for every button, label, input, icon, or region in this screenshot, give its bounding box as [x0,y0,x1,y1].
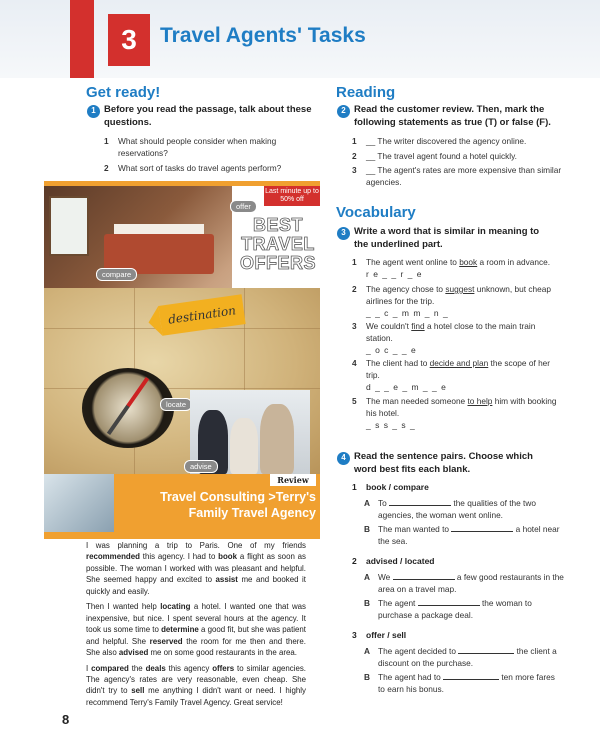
sentence-text: The agent had to [378,672,441,682]
sentence-text: the qualities of the two agencies, the woman went online. [378,498,536,521]
item-number: 2 [352,284,357,294]
pair-sentence-b [364,597,564,621]
answer-blank[interactable] [458,645,514,654]
review-body [86,540,306,712]
item-number: 5 [352,396,357,406]
pair-heading [352,482,429,492]
sentence-text: a few good restaurants in the area on a travel map. [378,572,564,595]
review-paragraph: Then I wanted help locating a hotel. I wanted one that was inexpensive, but nice. I spent several hours at the agency. It took us some time to determine a good fit, but she was patient and helpful. She reserved the room for me then and there. She also advised me on some good restaurants in the area. [86,602,306,658]
question-text: Read the customer review. Then, mark the following statements as true (T) or false (F). [354,104,551,128]
pair-sentence-a [364,645,564,669]
locate-label: locate [160,398,192,411]
get-ready-heading: Get ready! [86,84,161,101]
letter-hint[interactable]: d _ _ e _ m _ _ e [366,382,447,393]
answer-blank[interactable] [393,571,455,580]
pair-sentence-a [364,571,564,595]
underlined-word: book [459,257,478,267]
item-text: The agency chose to [366,284,446,294]
item-number: 1 [352,482,357,492]
students-photo [44,474,114,532]
item-number: 3 [352,165,357,175]
best-travel-offers-text: BEST TRAVEL OFFERS [239,215,316,273]
item-text: What sort of tasks do travel agents perform? [118,163,282,173]
vocab-item [352,256,562,280]
sentence-text: the client a discount on the purchase. [378,646,557,669]
item-number: 3 [352,321,357,331]
reading-question [341,104,554,130]
item-text: We couldn't [366,321,412,331]
person-image [230,418,258,474]
underlined-word: to help [467,396,493,406]
page-number: 8 [62,712,70,727]
item-number: 4 [352,358,357,368]
sentence-letter: A [364,646,370,656]
item-number: 2 [352,151,357,161]
underlined-word: decide and plan [429,358,489,368]
list-item [104,135,318,159]
letter-hint[interactable]: _ o c _ _ e [366,345,417,356]
item-number: 1 [352,257,357,267]
sentence-text: ten more fares to earn his bonus. [378,672,555,695]
item-text: The agent went online to [366,257,460,267]
tf-item [352,164,562,188]
vocab-item [352,357,562,393]
pair-sentence-a [364,497,564,521]
review-tag: Review [270,474,316,486]
vocab-item [352,283,562,319]
offer-tag: Last minute up to 50% off [264,186,320,206]
sentence-text: The agent decided to [378,646,456,656]
item-text: The travel agent found a hotel quickly. [377,151,517,161]
sentence-letter: B [364,598,370,608]
pair-heading [352,630,407,640]
pair-title: book / compare [366,482,429,492]
tf-item [352,150,562,162]
tf-item [352,135,562,147]
vocab-item [352,320,562,356]
item-text: The writer discovered the agency online. [377,136,527,146]
pair-heading [352,556,435,566]
item-number: 1 [352,136,357,146]
answer-blank[interactable] [418,597,480,606]
sentence-text: The man wanted to [378,524,450,534]
item-text: The man needed someone [366,396,468,406]
item-number: 1 [104,136,109,146]
answer-blank[interactable]: __ [366,151,376,161]
answer-blank[interactable]: __ [366,165,376,175]
page-title: Travel Agents' Tasks [160,24,366,47]
sentence-pairs-question [341,451,554,477]
vocab-item [352,395,562,431]
item-text: a room in advance. [477,257,551,267]
destination-label: destination [158,294,245,335]
sentence-letter: A [364,498,370,508]
underlined-word: find [411,321,425,331]
question-number-badge: 3 [337,227,350,240]
question-number-badge: 2 [337,105,350,118]
item-number: 2 [104,163,109,173]
pair-title: advised / located [366,556,435,566]
letter-hint[interactable]: _ s s _ s _ [366,420,416,431]
sentence-letter: A [364,572,370,582]
item-text: him with booking his hotel. [366,396,557,419]
compare-label: compare [96,268,137,281]
sentence-text: a hotel near the sea. [378,524,560,547]
window-image [49,196,89,256]
question-text: Write a word that is similar in meaning to the underlined part. [354,226,540,250]
item-text: a hotel close to the main train station. [366,321,536,344]
map-line [44,388,320,389]
answer-blank[interactable] [451,523,513,532]
header-red-bar [70,0,94,78]
review-paragraph: I compared the deals this agency offers to similar agencies. The agency's rates are very reasonable, even cheap. She didn't try to sell me anything I didn't want or need. I highly recommend Terry's Family Travel Agency. Great service! [86,663,306,707]
item-text: The client had to [366,358,430,368]
underlined-word: suggest [445,284,475,294]
question-number-badge: 1 [87,105,100,118]
pair-sentence-b [364,523,564,547]
question-text: Read the sentence pairs. Choose which word best fits each blank. [354,451,533,475]
answer-blank[interactable] [389,497,451,506]
item-text: What should people consider when making reservations? [118,136,277,159]
sentence-text: the woman to purchase a package deal. [378,598,532,621]
sentence-letter: B [364,524,370,534]
offer-label: offer [230,200,257,213]
letter-hint[interactable]: r e _ _ r _ e [366,269,423,280]
item-text: the scope of her trip. [366,358,551,381]
answer-blank[interactable] [443,671,499,680]
pair-title: offer / sell [366,630,407,640]
question-text: Before you read the passage, talk about these questions. [104,104,312,128]
item-text: unknown, but cheap airlines for the trip. [366,284,551,307]
vocab-question [341,226,554,252]
reading-heading: Reading [336,84,396,101]
review-paragraph: I was planning a trip to Paris. One of my friends recommended this agency. I had to book a flight as soon as possible. The woman I worked with was pleasant and helpful. She seemed happy and excited to assist me and booked it quickly and easily. [86,541,307,596]
get-ready-question [91,104,314,130]
sentence-text: The agent [378,598,416,608]
sentence-text: To [378,498,387,508]
item-number: 3 [352,630,357,640]
advise-label: advise [184,460,218,473]
item-number: 2 [352,556,357,566]
letter-hint[interactable]: _ _ c _ m m _ n _ [366,308,449,319]
item-text: The agent's rates are more expensive than similar agencies. [366,165,562,188]
unit-number: 3 [108,14,150,66]
list-item [104,162,318,174]
pair-sentence-b [364,671,564,695]
answer-blank[interactable]: __ [366,136,376,146]
sentence-letter: B [364,672,370,682]
question-number-badge: 4 [337,452,350,465]
sentence-text: We [378,572,391,582]
vocabulary-heading: Vocabulary [336,204,416,221]
review-title: Travel Consulting >Terry's Family Travel Agency [160,490,316,520]
person-image [260,404,294,474]
